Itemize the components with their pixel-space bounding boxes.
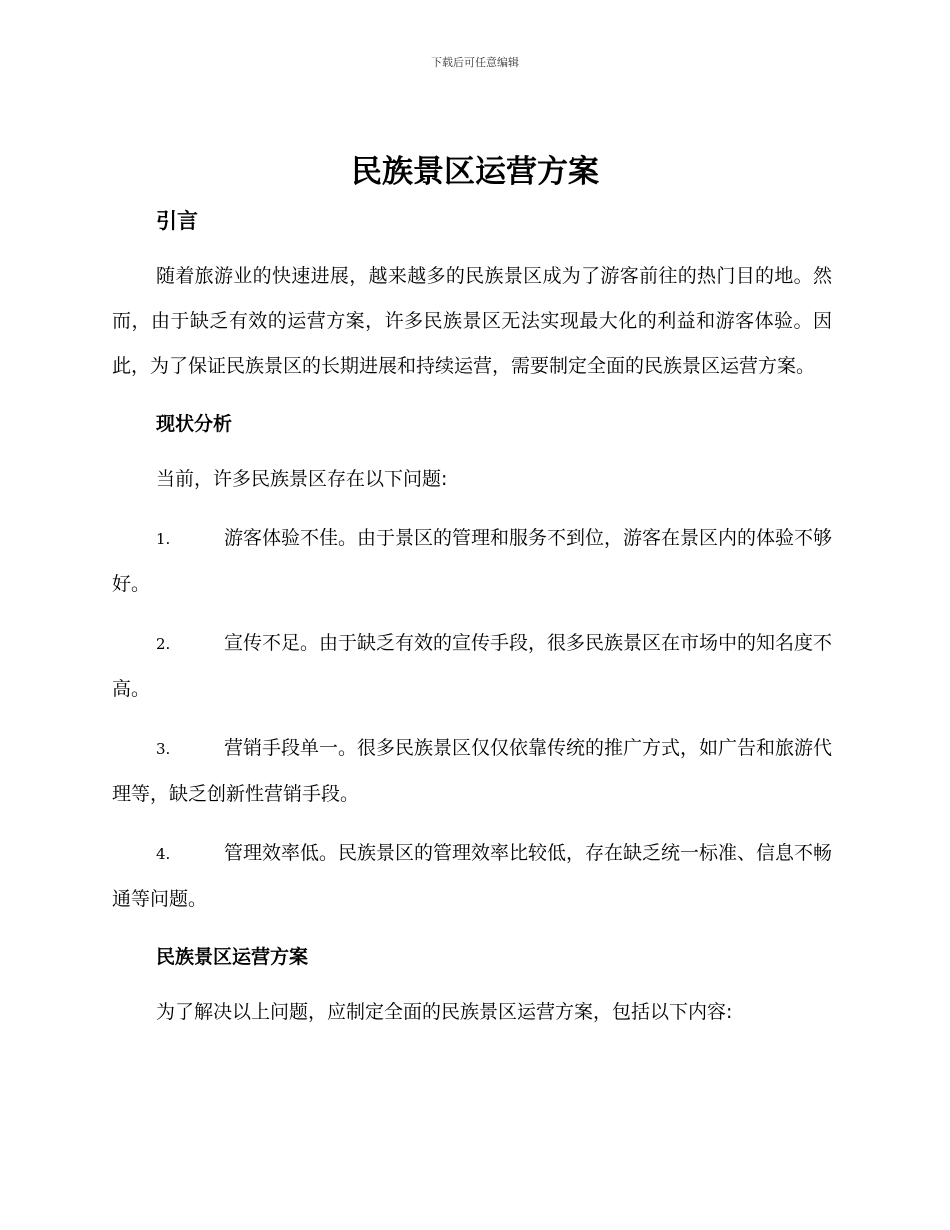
list-item-number: 2. (156, 635, 171, 653)
list-item (112, 726, 832, 817)
list-item (112, 621, 832, 712)
section-heading-intro: 引言 (156, 209, 198, 233)
list-item-text: 游客体验不佳。由于景区的管理和服务不到位，游客在景区内的体验不够好。 (112, 527, 833, 595)
plan-lead: 为了解决以上问题，应制定全面的民族景区运营方案，包括以下内容: (156, 1001, 733, 1023)
document-title: 民族景区运营方案 (351, 154, 599, 190)
list-item (112, 516, 832, 607)
list-item-text: 管理效率低。民族景区的管理效率比较低，存在缺乏统一标准、信息不畅通等问题。 (112, 842, 833, 910)
analysis-lead: 当前，许多民族景区存在以下问题: (156, 468, 448, 490)
list-item (112, 831, 832, 922)
list-item-text: 营销手段单一。很多民族景区仅仅依靠传统的推广方式，如广告和旅游代理等，缺乏创新性营销手段。 (112, 737, 833, 805)
list-item-number: 3. (156, 740, 171, 758)
section-heading-analysis: 现状分析 (156, 413, 233, 435)
section-heading-plan: 民族景区运营方案 (156, 946, 309, 968)
intro-paragraph: 随着旅游业的快速进展，越来越多的民族景区成为了游客前往的热门目的地。然而，由于缺乏有效的运营方案，许多民族景区无法实现最大化的利益和游客体验。因此，为了保证民族景区的长期进展和持续运营，需要制定全面的民族景区运营方案。 (112, 265, 832, 377)
document-body (112, 200, 832, 1035)
list-item-number: 4. (156, 845, 171, 863)
page-header: 下载后可任意编辑 (431, 56, 519, 69)
list-item-text: 宣传不足。由于缺乏有效的宣传手段，很多民族景区在市场中的知名度不高。 (112, 632, 833, 700)
list-item-number: 1. (156, 530, 171, 548)
